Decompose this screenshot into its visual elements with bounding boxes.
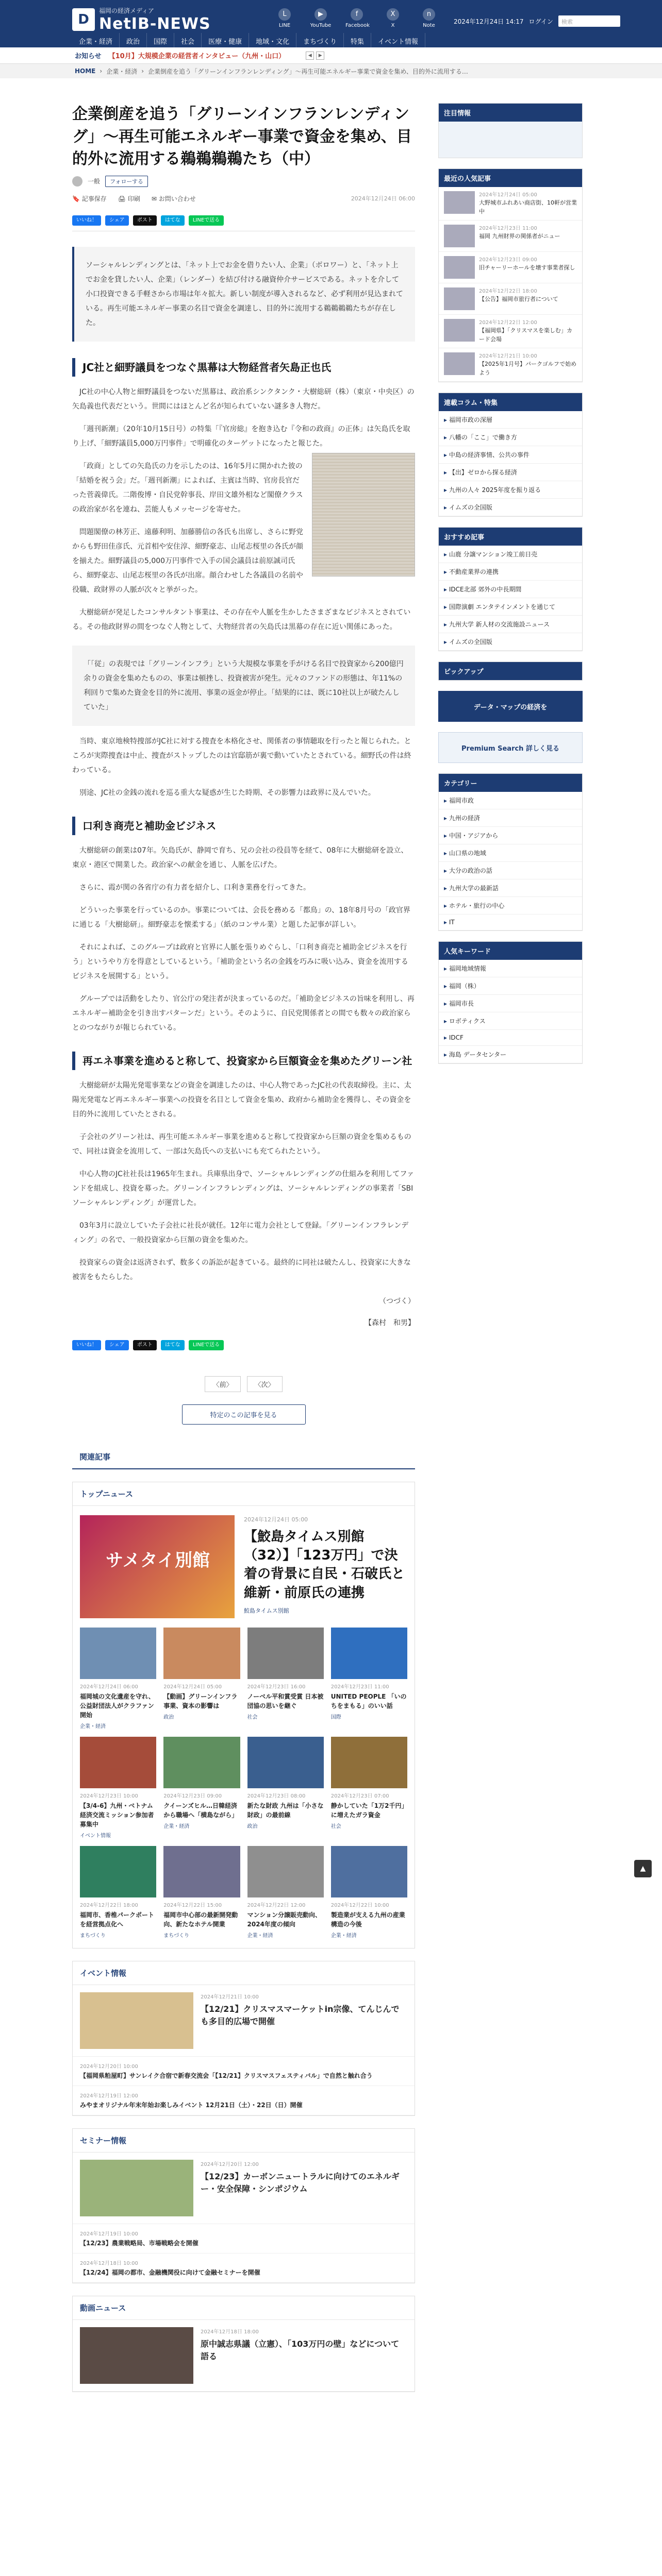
top-news-card[interactable]: [331, 1846, 407, 1939]
breadcrumb-separator-icon: ›: [141, 67, 144, 75]
ranking-thumb: [444, 191, 475, 214]
article-paragraph: 別途、JC社の金銭の流れを巡る重大な疑惑が生じた時期、その影響力は政界に及んでいた。: [79, 788, 375, 797]
feature-image: サメタイ別館: [80, 1515, 235, 1618]
nav-item[interactable]: 特集: [344, 33, 371, 49]
facebook-like-button[interactable]: いいね！: [72, 1340, 101, 1350]
ranking-thumb: [444, 225, 475, 247]
category-link[interactable]: ▸ 大分の政治の話: [439, 862, 582, 879]
article-date: 2024年12月24日 06:00: [351, 195, 415, 202]
series-link[interactable]: ▸ 福岡市政の深層: [439, 411, 582, 429]
main-column: [72, 86, 415, 2392]
card-image: [247, 1628, 324, 1679]
card-date: 2024年12月23日 16:00: [247, 1684, 306, 1690]
card-image: [163, 1737, 240, 1788]
card-image: [80, 1846, 156, 1897]
line-send-button[interactable]: LINEで送る: [189, 215, 224, 226]
recommend-link[interactable]: ▸ IDCE北部 郊外の中長期間: [439, 581, 582, 598]
share-buttons-bottom: [72, 1340, 415, 1355]
contact-button[interactable]: ✉ お問い合わせ: [151, 195, 196, 202]
seminars-title: セミナー情報: [73, 2129, 415, 2153]
card-date: 2024年12月23日 07:00: [330, 1793, 389, 1799]
video-feature[interactable]: [73, 2320, 415, 2392]
recommend-list: [439, 546, 582, 651]
article-pager: [72, 1376, 415, 1392]
bookmark-icon: 🔖: [72, 195, 82, 202]
ranking-title-text[interactable]: 【公告】福岡市旅行者について: [479, 296, 558, 302]
card-image: [331, 1846, 407, 1897]
author-avatar: [72, 176, 82, 187]
card-image: [163, 1628, 240, 1679]
card-date: 2024年12月22日 12:00: [247, 1902, 306, 1908]
card-source[interactable]: 政治: [163, 1714, 174, 1720]
breadcrumb-separator-icon: ›: [100, 67, 103, 75]
category-link[interactable]: ▸ 九州大学の最新話: [439, 879, 582, 897]
ticker-item[interactable]: 【10月】大規模企業の経営者インタビュー（九州・山口）: [108, 53, 286, 60]
data-map-banner[interactable]: データ・マップの経済を: [438, 691, 583, 722]
ranking-item[interactable]: [439, 348, 582, 382]
card-source[interactable]: 企業・経済: [163, 1823, 190, 1829]
events-section: [72, 1961, 415, 2116]
ranking-title-text[interactable]: 【2025年1月号】パークゴルフで始めよう: [479, 361, 577, 376]
event-date: 2024年12月21日 10:00: [201, 1994, 259, 2000]
top-news-card[interactable]: [247, 1846, 324, 1939]
facebook-like-button[interactable]: いいね！: [72, 215, 101, 226]
card-title[interactable]: 【3/4-6】九州・ベトナム経済交流ミッション参加者募集中: [80, 1802, 154, 1828]
card-source[interactable]: イベント情報: [80, 1833, 111, 1839]
card-title[interactable]: 【動画】グリーンインフラ事業、資本の影響は: [163, 1692, 238, 1709]
ranking-item[interactable]: [439, 221, 582, 252]
ranking-item[interactable]: [439, 252, 582, 283]
card-date: 2024年12月22日 18:00: [80, 1902, 138, 1908]
card-date: 2024年12月22日 15:00: [163, 1902, 222, 1908]
global-nav: [72, 33, 425, 49]
event-item[interactable]: 2024年12月19日 12:00 みやまオリジナル年末年始お楽しみイベント 12月21日（土）・22日（日）開催: [73, 2086, 415, 2115]
video-title[interactable]: 原中誠志県議（立憲）、「103万円の壁」などについて語る: [201, 2338, 400, 2361]
recommend-link[interactable]: ▸ イムズの全国版: [439, 633, 582, 651]
logo-title: NetIB-NEWS: [99, 15, 211, 33]
card-title[interactable]: 福岡市中心部の最新開発動向、新たなホテル開業: [163, 1911, 238, 1928]
print-button[interactable]: 🖨 印刷: [118, 195, 140, 202]
scroll-top-button[interactable]: ▲: [634, 1860, 652, 1877]
card-date: 2024年12月23日 08:00: [247, 1793, 306, 1799]
print-icon: 🖨: [118, 195, 128, 202]
seminars-section: [72, 2128, 415, 2283]
series-link[interactable]: ▸ 九州の人々 2025年度を振り返る: [439, 481, 582, 499]
article-paragraph: それによれば、このグループは政府と官界に人脈を張りめぐらし、「口利き商売と補助金ビジネスを行う」というやり方を得意としているという。「補助金という名の金銭を巧みに吸い込み、資金を流用するビジネスを展開する」という。: [72, 943, 408, 980]
youtube-icon[interactable]: ▶ YouTube: [309, 8, 332, 28]
category-link[interactable]: ▸ IT: [439, 914, 582, 930]
card-date: 2024年12月23日 10:00: [80, 1793, 138, 1799]
line-icon[interactable]: L LINE: [273, 8, 296, 28]
article-paragraph: グループでは活動をしたり、官公庁の発注者が決まっているのだ。「補助金ビジネスの旨味を利用し、再エネルギー補助金を引き出すパターンだ」という。そのように、自民党関係者との間でも数々の政治家らとのつながりが報じられている。: [72, 994, 415, 1032]
article-paragraph: どういった事業を行っているのか。事業については、会長を務める「都鳥」の、18年8月号の「政官界に通じる「大樹総研」。細野豪志を懐柔する」（紙のコンサル業）と題した記事が詳しい。: [72, 906, 410, 929]
sidebar: [438, 86, 583, 1064]
ranking-date: 2024年12月21日 10:00: [479, 353, 537, 359]
facebook-share-button[interactable]: シェア: [105, 215, 129, 226]
recommend-link[interactable]: ▸ 国際演劇 エンタテインメントを通じて: [439, 598, 582, 616]
card-image: [247, 1737, 324, 1788]
ranking-thumb: [444, 319, 475, 342]
keyword-link[interactable]: ▸ ロボティクス: [439, 1012, 582, 1030]
ranking-item[interactable]: [439, 187, 582, 221]
ticker-prev-icon[interactable]: ◀: [306, 52, 314, 60]
top-news-card[interactable]: [247, 1628, 324, 1730]
ticker-next-icon[interactable]: ▶: [316, 52, 324, 60]
video-thumbnail: [80, 2327, 193, 2384]
article-paragraph: 子会社のグリーン社は、再生可能エネルギー事業を進めると称して投資家から巨額の資金を集めるもので、同社は資金を流用して、一部は矢島氏への支払いにも充てられたという。: [72, 1132, 411, 1156]
logo-subtitle: 福岡の経済メディア: [99, 7, 155, 14]
ranking-list: [439, 187, 582, 382]
seminar-title[interactable]: 【12/23】カーボンニュートラルに向けてのエネルギー・安全保障・シンポジウム: [201, 2171, 400, 2194]
recommend-link[interactable]: ▸ 九州大学 新人材の交流施設ニュース: [439, 616, 582, 633]
article-paragraph: 「政商」としての矢島氏の力を示したのは、16年5月に開かれた彼の「結婚を祝う会」だ。「週刊新潮」によれば、主賓は当時、官房長官だった菅義偉氏。二階俊博・自民党幹事長、岸田文雄外相など閣僚クラスの政治家が名を連ね、芸能人もメッセージを寄せた。: [72, 462, 303, 514]
breadcrumb-category[interactable]: 企業・経済: [106, 67, 138, 75]
breadcrumb: [0, 64, 662, 78]
category-link[interactable]: ▸ 九州の経済: [439, 809, 582, 827]
recommend-link[interactable]: ▸ 山鹿 分譲マンション竣工前日売: [439, 546, 582, 563]
article-paragraph: JC社の中心人物と細野議員をつないだ黒幕は、政治系シンクタンク・大樹総研（株）（東京・中央区）の矢島義也代表だという。世間にはほとんど名が知られていない謎多き人物だ。: [72, 387, 415, 411]
prev-page-button[interactable]: 〈前〉: [205, 1376, 240, 1392]
keyword-link[interactable]: ▸ 福岡（株）: [439, 977, 582, 995]
card-image: [163, 1846, 240, 1897]
card-source[interactable]: 企業・経済: [330, 1933, 357, 1939]
site-logo[interactable]: [72, 6, 211, 33]
article-paragraph: 中心人物のJC社社長は1965年生まれ。兵庫県出身で、ソーシャルレンディングの仕組みを利用してファンドを組成し、投資を募った。グリーンインフラレンディングは、ソーシャルレンディングの事業者「SBIソーシャルレンディング」が運営した。: [72, 1170, 415, 1207]
event-title[interactable]: 【12/21】クリスマスマーケットin宗像、てんじんでも多目的広場で開催: [201, 2004, 400, 2026]
recommend-link[interactable]: ▸ 不動産業界の連携: [439, 563, 582, 581]
site-header: [0, 0, 662, 47]
seminar-date: 2024年12月20日 12:00: [201, 2161, 259, 2167]
header-datetime: 2024年12月24日 14:17: [454, 18, 524, 25]
keyword-link[interactable]: ▸ IDCF: [439, 1030, 582, 1046]
card-title[interactable]: UNITED PEOPLE 「いのちをまもる」のいい話: [330, 1692, 407, 1709]
category-link[interactable]: ▸ ホテル・旅行の中心: [439, 897, 582, 914]
nav-item[interactable]: 地域・文化: [249, 33, 296, 49]
ranking-thumb: [444, 287, 475, 310]
article-lead: ソーシャルレンディングとは、「ネット上でお金を借りたい人、企業」（ボロワー）と、「ネット上でお金を貸したい人、企業」（レンダー）を結び付ける融資仲介サービスである。ネットを介して小口投資できる手軽さから市場は年々拡大。新しい制度が導入されるなど、必ず利用が見込まれている。再生可能エネルギー事業の名目で資金を調達し、目的外に流用する鵜鵜鵜鵜たちが存在した。: [72, 247, 415, 342]
ranking-title-text[interactable]: 旧チャーリーホールを壊す事業者探し: [479, 264, 575, 271]
related-title: 関連記事: [72, 1445, 415, 1469]
author-name[interactable]: 一般: [88, 178, 101, 185]
nav-item[interactable]: 政治: [120, 33, 147, 49]
card-image: [80, 1628, 156, 1679]
notice-banner[interactable]: [439, 122, 582, 158]
top-news-card[interactable]: [331, 1737, 407, 1839]
nav-item[interactable]: イベント情報: [371, 33, 425, 49]
top-news-grid: [73, 1628, 415, 1948]
quote-box: 「「従」の表現では「グリーンインフラ」という大規模な事業を手がける名目で投資家から200億円余りの資金を集めたものの、事業は頓挫し、投資被害が発生。元々のファンドの形態は、年11%の利回りで集めた資金を目的外に流用、事業の返金が停止。「結果的には、既に10社以上が破たんしていた」: [72, 646, 415, 726]
card-source[interactable]: 国際: [330, 1714, 341, 1720]
ranking-title-text[interactable]: 大野城市ふれあい商店街、10軒が営業中: [479, 199, 577, 215]
top-news-card[interactable]: [163, 1628, 240, 1730]
card-date: 2024年12月24日 06:00: [80, 1684, 138, 1690]
article-paragraph: 大樹総研が太陽光発電事業などの資金を調達したのは、中心人物であったJC社の代表取締役。主に、太陽光発電など再エネルギー事業への投資を名目として資金を集め、政府から補助金を獲得し、その資金を目的外に流用していたとされる。: [72, 1081, 411, 1118]
ticker-label: お知らせ: [75, 53, 102, 60]
people-list: [439, 960, 582, 1063]
event-image: [80, 1992, 193, 2049]
top-news-card[interactable]: [331, 1628, 407, 1730]
line-send-button[interactable]: LINEで送る: [189, 1340, 224, 1350]
video-date: 2024年12月18日 18:00: [201, 2329, 259, 2335]
ranking-date: 2024年12月24日 05:00: [479, 192, 537, 198]
notice-title: 注目情報: [439, 104, 582, 122]
category-link[interactable]: ▸ 山口県の地域: [439, 844, 582, 862]
ranking-thumb: [444, 352, 475, 375]
nav-item[interactable]: まちづくり: [296, 33, 344, 49]
facebook-share-button[interactable]: シェア: [105, 1340, 129, 1350]
ranking-title-text[interactable]: 福岡 九州財界の関係者がニュー: [479, 233, 560, 240]
next-page-button[interactable]: 〈次〉: [247, 1376, 283, 1392]
x-icon[interactable]: X X: [382, 8, 404, 28]
mail-icon: ✉: [151, 195, 159, 202]
share-buttons: [72, 215, 415, 231]
series-link[interactable]: ▸ 中島の経済事情、公共の事件: [439, 446, 582, 464]
news-ticker: [0, 47, 662, 64]
header-social-icons: [273, 8, 440, 28]
top-news-card[interactable]: [80, 1628, 156, 1730]
top-news-card[interactable]: [163, 1846, 240, 1939]
category-link[interactable]: ▸ 福岡市政: [439, 792, 582, 809]
recommend-title: おすすめ記事: [439, 528, 582, 546]
card-title[interactable]: 福岡城の文化遺産を守れ、公益財団法人がクラファン開始: [80, 1692, 155, 1719]
hatena-button[interactable]: はてな: [161, 215, 185, 226]
hatena-button[interactable]: はてな: [161, 1340, 185, 1350]
card-title[interactable]: マンション分譲販売動向、2024年度の傾向: [247, 1911, 321, 1928]
category-title: カテゴリー: [439, 774, 582, 792]
x-post-button[interactable]: ポスト: [133, 1340, 157, 1350]
series-title: 連載コラム・特集: [439, 393, 582, 411]
ranking-title: 最近の人気記事: [439, 169, 582, 187]
section-heading: JC社と細野議員をつなぐ黒幕は大物経営者矢島正也氏: [72, 358, 415, 377]
card-title[interactable]: 新たな財政 九州は「小さな財政」の最前線: [247, 1802, 324, 1819]
article-photo: [312, 453, 415, 577]
series-link[interactable]: ▸ 【出】ゼロから探る経済: [439, 464, 582, 481]
top-news-feature[interactable]: [73, 1506, 415, 1628]
article-paragraph: 投資家らの資金は返済されず、数多くの訴訟が起きている。最終的に同社は破たんし、投資家に大きな被害をもたらした。: [72, 1258, 411, 1281]
card-source[interactable]: 社会: [247, 1714, 258, 1720]
seminar-item[interactable]: 2024年12月19日 10:00 【12/23】農業戦略局、市場戦略会を開催: [73, 2224, 415, 2253]
breadcrumb-home[interactable]: HOME: [75, 67, 96, 75]
card-source[interactable]: 企業・経済: [80, 1723, 106, 1730]
card-title[interactable]: ノーベル平和賞受賞 日本被団協の思いを継ぐ: [247, 1692, 324, 1709]
card-date: 2024年12月24日 05:00: [163, 1684, 222, 1690]
nav-item[interactable]: 国際: [147, 33, 174, 49]
continued-note: （つづく）: [379, 1297, 415, 1306]
card-source[interactable]: まちづくり: [163, 1933, 190, 1939]
seminar-feature[interactable]: [73, 2153, 415, 2224]
search-input[interactable]: 検索: [558, 15, 620, 27]
follow-button[interactable]: フォローする: [105, 176, 148, 187]
ranking-date: 2024年12月23日 09:00: [479, 257, 537, 263]
top-news-card[interactable]: [163, 1737, 240, 1839]
article-title: 企業倒産を追う「グリーンインフランレンディング」～再生可能エネルギー事業で資金を集め、目的外に流用する鵜鵜鵜鵜たち（中）: [72, 105, 412, 168]
event-item[interactable]: 2024年12月20日 10:00 【福岡県粕屋町】サンレイク合宿で新春交流会「【12/21】クリスマスフェスティバル」で自然と触れ合う: [73, 2057, 415, 2086]
pickup-title: ピックアップ: [439, 662, 582, 680]
event-feature[interactable]: [73, 1985, 415, 2057]
card-image: [331, 1737, 407, 1788]
keyword-link[interactable]: ▸ 福岡市長: [439, 995, 582, 1012]
article-paragraph: 問題閣僚の林芳正、遠藤利明、加藤勝信の各氏も出席し、さらに野党からも野田佳彦氏、元首相や安住淳、細野豪志、山尾志桜里の各氏が顔を揃えた。細野議員の5,000万円事件で入手の国会議員は前原誠司氏ら、細野豪志、山尾志桜里の各氏が出席。顔合わせした各議員の名前や役職、政財界の人脈が次々と挙がった。: [72, 528, 303, 594]
top-news-title: トップニュース: [73, 1482, 415, 1506]
ranking-thumb: [444, 256, 475, 279]
save-article-button[interactable]: 🔖 記事保存: [72, 195, 107, 202]
feature-date: 2024年12月24日 05:00: [244, 1516, 308, 1523]
section-heading: 口利き商売と補助金ビジネス: [72, 817, 415, 835]
nav-item[interactable]: 社会: [174, 33, 202, 49]
card-date: 2024年12月23日 09:00: [163, 1793, 222, 1799]
events-title: イベント情報: [73, 1961, 415, 1985]
article-paragraph: さらに、霞が関の各省庁の有力者を紹介し、口利き業務を行ってきた。: [79, 883, 310, 892]
top-news-section: [72, 1482, 415, 1948]
ranking-date: 2024年12月22日 12:00: [479, 320, 537, 326]
card-date: 2024年12月23日 11:00: [330, 1684, 389, 1690]
card-title[interactable]: 福岡市、香椎パークポートを経営拠点化へ: [80, 1911, 155, 1928]
card-source[interactable]: 企業・経済: [247, 1933, 273, 1939]
ranking-item[interactable]: [439, 283, 582, 315]
article-paragraph: 大樹総研の創業は07年。矢島氏が、静岡で育ち、兄の会社の役員等を経て、08年に大樹総研を設立、東京・港区で開業した。政治家への献金を通じ、人脈を広げた。: [72, 846, 408, 869]
series-link[interactable]: ▸ 八幡の「ここ」で働き方: [439, 429, 582, 446]
ranking-item[interactable]: [439, 315, 582, 348]
top-news-card[interactable]: [80, 1737, 156, 1839]
breadcrumb-current: 企業倒産を追う「グリーンインフランレンディング」～再生可能エネルギー事業で資金を集め、目的外に流用する…: [148, 67, 468, 75]
article-signature: 【森村 和男】: [365, 1318, 415, 1327]
card-image: [247, 1846, 324, 1897]
card-source[interactable]: 政治: [247, 1823, 258, 1829]
all-articles-button[interactable]: 特定のこの記事を見る: [182, 1404, 306, 1425]
nav-item[interactable]: 企業・経済: [72, 33, 120, 49]
card-image: [80, 1737, 156, 1788]
feature-title[interactable]: 【鮫島タイムス別館（32）】「123万円」で決着の背景に自民・石破氏と維新・前原氏の連携: [244, 1529, 405, 1601]
top-news-card[interactable]: [80, 1846, 156, 1939]
x-post-button[interactable]: ポスト: [133, 215, 157, 226]
series-link[interactable]: ▸ イムズの全国版: [439, 499, 582, 516]
article-paragraph: 「週刊新潮」（20年10月15日号）の特集「『官房総』を抱き込む『令和の政商』の正体」は矢島氏を取り上げ、「細野議員5,000万円事件」で明確化のターゲットになったと報じた。: [72, 425, 410, 448]
card-source[interactable]: 社会: [330, 1823, 341, 1829]
seminar-image: [80, 2160, 193, 2216]
article-paragraph: 当時、東京地検特捜部がJC社に対する捜査を本格化させ、関係者の事情聴取を行ったと報じられた。ところが実際捜査は中止、捜査がストップしたのは官邸筋が裏で動いていたとされている。細野氏の件は終わっている。: [72, 737, 411, 774]
section-heading: 再エネ事業を進めると称して、投資家から巨額資金を集めたグリーン社: [72, 1052, 415, 1070]
login-link[interactable]: ログイン: [528, 18, 553, 25]
article-paragraph: 大樹総研が発足したコンサルタント事業は、その存在や人脈を生かしたさまざまなビジネスとされている。その他政財界の間をつなぐ人物として、大物経営者の矢島氏は黒幕の存在に近い関係にあった。: [72, 608, 411, 631]
series-list: [439, 411, 582, 516]
people-title: 人気キーワード: [439, 942, 582, 960]
card-title[interactable]: クイーンズヒル…日韓経済から職場へ「横島ながら」: [163, 1802, 238, 1819]
article-paragraph: 03年3月に設立していた子会社に社長が就任。12年に電力会社として登録。「グリーンインフラレンディング」の名で、一般投資家から巨額の資金を集めた。: [72, 1221, 409, 1244]
card-source[interactable]: まちづくり: [80, 1933, 106, 1939]
ranking-date: 2024年12月22日 18:00: [479, 289, 537, 294]
ranking-title-text[interactable]: 【福岡県】「クリスマスを楽しむ」カード会場: [479, 327, 573, 343]
category-list: [439, 792, 582, 930]
category-link[interactable]: ▸ 中国・アジアから: [439, 827, 582, 844]
ranking-date: 2024年12月23日 11:00: [479, 226, 537, 231]
facebook-icon[interactable]: f Facebook: [345, 8, 368, 28]
video-news-title: 動画ニュース: [73, 2296, 415, 2320]
note-icon[interactable]: n Note: [418, 8, 440, 28]
video-news-section: [72, 2296, 415, 2392]
seminar-item[interactable]: 2024年12月18日 10:00 【12/24】福岡の都市、金融機関役に向けて金融セミナーを開催: [73, 2253, 415, 2283]
feature-source[interactable]: 鮫島タイムス別館: [244, 1607, 289, 1615]
keyword-link[interactable]: ▸ 福岡地域情報: [439, 960, 582, 977]
card-title[interactable]: 静かしていた「1万2千円」に増えたガラ資金: [330, 1802, 405, 1819]
logo-mark-icon: D: [72, 8, 95, 31]
card-image: [331, 1628, 407, 1679]
keyword-link[interactable]: ▸ 海島 データセンター: [439, 1046, 582, 1063]
premium-search-banner[interactable]: Premium Search 詳しく見る: [438, 732, 583, 763]
nav-item[interactable]: 医療・健康: [202, 33, 249, 49]
card-date: 2024年12月22日 10:00: [330, 1902, 389, 1908]
top-news-card[interactable]: [247, 1737, 324, 1839]
card-title[interactable]: 製造業が支える九州の産業構造の今後: [330, 1911, 405, 1928]
